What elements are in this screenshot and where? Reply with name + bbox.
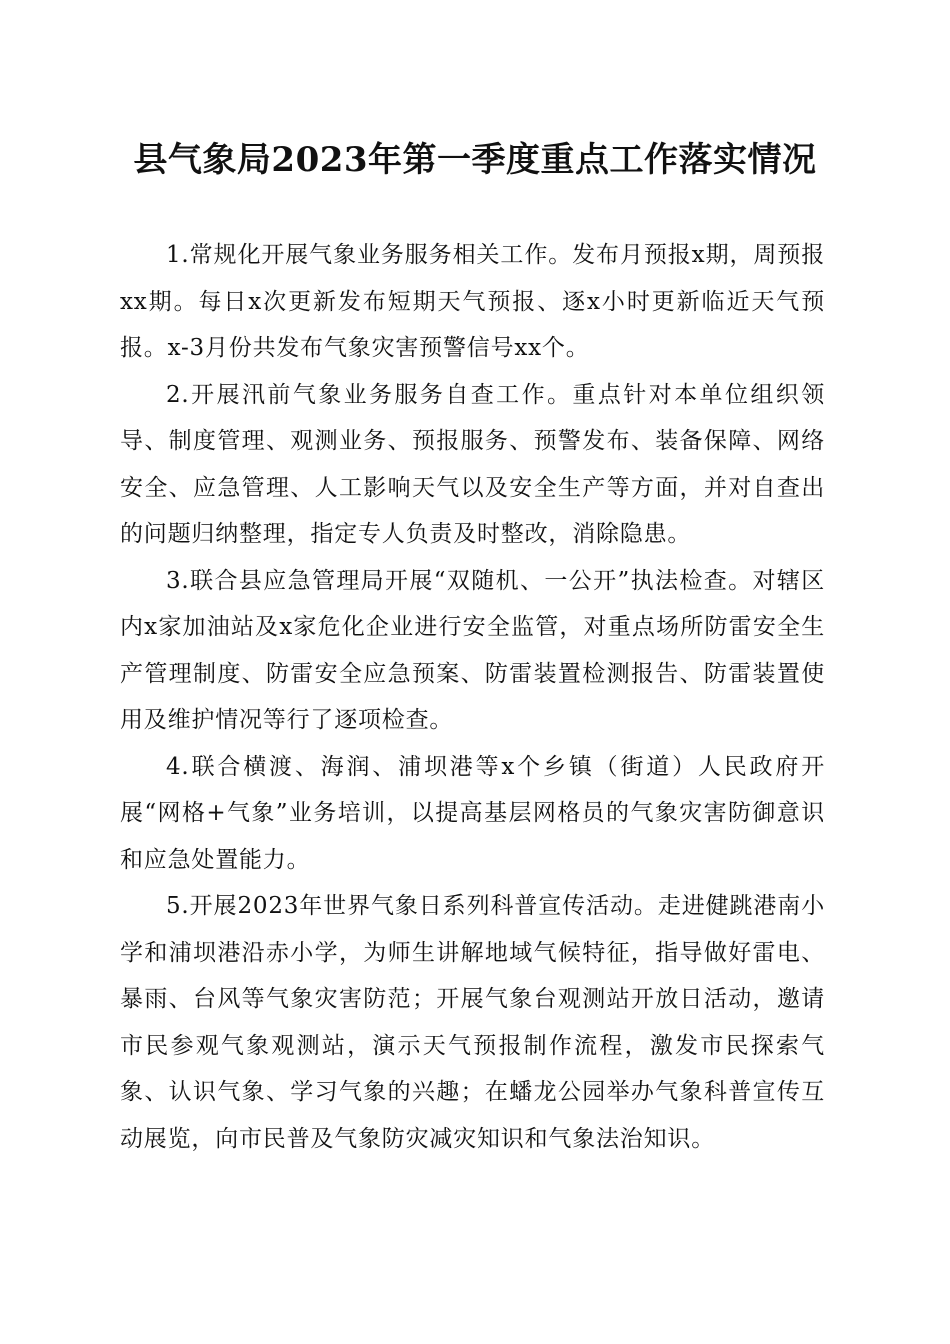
paragraph-1: 1.常规化开展气象业务服务相关工作。发布月预报x期，周预报xx期。每日x次更新发布短期天气预报、逐x小时更新临近天气预报。x-3月份共发布气象灾害预警信号xx个。 [120,242,825,361]
paragraph-3: 3.联合县应急管理局开展“双随机、一公开”执法检查。对辖区内x家加油站及x家危化企业进行安全监管，对重点场所防雷安全生产管理制度、防雷安全应急预案、防雷装置检测报告、防雷装置使用及维护情况等行了逐项检查。 [120,567,825,733]
paragraph-5: 5.开展2023年世界气象日系列科普宣传活动。走进健跳港南小学和浦坝港沿赤小学，为师生讲解地域气候特征，指导做好雷电、暴雨、台风等气象灾害防范；开展气象台观测站开放日活动，邀请市民参观气象观测站，演示天气预报制作流程，激发市民探索气象、认识气象、学习气象的兴趣；在蟠龙公园举办气象科普宣传互动展览，向市民普及气象防灾减灾知识和气象法治知识。 [120,893,825,1152]
paragraph-4: 4.联合横渡、海润、浦坝港等x个乡镇（街道）人民政府开展“网格+气象”业务培训，以提高基层网格员的气象灾害防御意识和应急处置能力。 [120,753,825,873]
document-title: 县气象局2023年第一季度重点工作落实情况 [133,140,817,180]
document-body [120,232,825,1162]
paragraph-2: 2.开展汛前气象业务服务自查工作。重点针对本单位组织领导、制度管理、观测业务、预报服务、预警发布、装备保障、网络安全、应急管理、人工影响天气以及安全生产等方面，并对自查出的问题归纳整理，指定专人负责及时整改，消除隐患。 [120,381,825,547]
